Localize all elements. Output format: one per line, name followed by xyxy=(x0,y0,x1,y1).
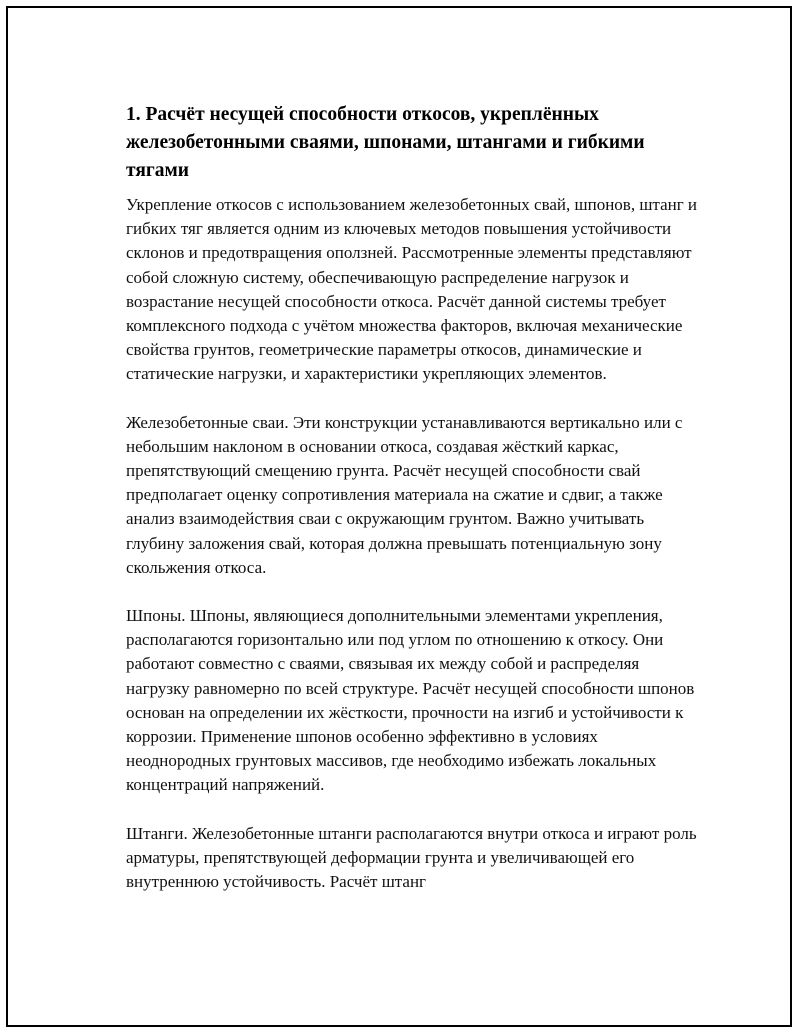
document-body xyxy=(126,101,698,918)
page-frame xyxy=(6,6,792,1027)
paragraph-intro: Укрепление откосов с использованием железобетонных свай, шпонов, штанг и гибких тяг является одним из ключевых методов повышения устойчивости склонов и предотвращения оползней. Рассмотренные элементы представляют собой сложную систему, обеспечивающую распределение нагрузок и возрастание несущей способности откоса. Расчёт данной системы требует комплексного подхода с учётом множества факторов, включая механические свойства грунтов, геометрические параметры откосов, динамические и статические нагрузки, и характеристики укрепляющих элементов. xyxy=(126,195,698,384)
paragraph-rods: Штанги. Железобетонные штанги располагаются внутри откоса и играют роль арматуры, препятствующей деформации грунта и увеличивающей его внутреннюю устойчивость. Расчёт штанг xyxy=(126,823,697,892)
document-title: 1. Расчёт несущей способности откосов, укреплённых железобетонными сваями, шпонами, штангами и гибкими тягами xyxy=(126,104,645,181)
paragraph-piles: Железобетонные сваи. Эти конструкции устанавливаются вертикально или с небольшим наклоном в основании откоса, создавая жёсткий каркас, препятствующий смещению грунта. Расчёт несущей способности свай предполагает оценку сопротивления материала на сжатие и сдвиг, а также анализ взаимодействия сваи с окружающим грунтом. Важно учитывать глубину заложения свай, которая должна превышать потенциальную зону скольжения откоса. xyxy=(126,412,683,577)
paragraph-keys: Шпоны. Шпоны, являющиеся дополнительными элементами укрепления, располагаются горизонтально или под углом по отношению к откосу. Они работают совместно с сваями, связывая их между собой и распределяя нагрузку равномерно по всей структуре. Расчёт несущей способности шпонов основан на определении их жёсткости, прочности на изгиб и устойчивости к коррозии. Применение шпонов особенно эффективно в условиях неоднородных грунтовых массивов, где необходимо избежать локальных концентраций напряжений. xyxy=(126,606,695,795)
